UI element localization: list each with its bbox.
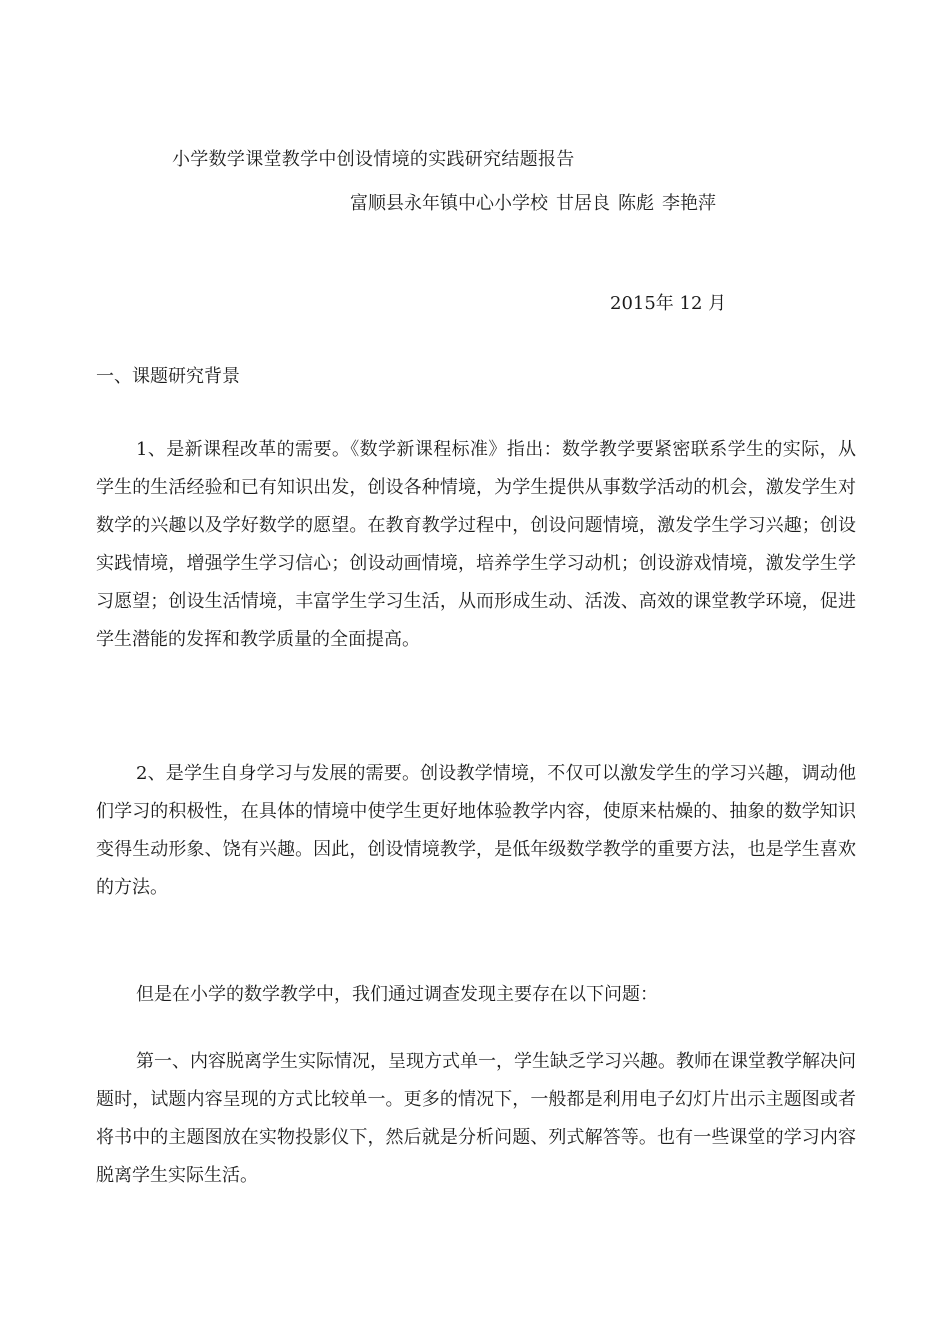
author-name: 甘居良 <box>556 193 610 214</box>
paragraph: 2、是学生自身学习与发展的需要。创设教学情境，不仅可以激发学生的学习兴趣，调动他们学习的积极性，在具体的情境中使学生更好地体验教学内容，使原来枯燥的、抽象的数学知识变得生动形象、饶有兴趣。因此，创设情境教学，是低年级数学教学的重要方法，也是学生喜欢的方法。 <box>96 763 856 898</box>
report-title: 小学数学课堂教学中创设情境的实践研究结题报告 <box>172 149 575 170</box>
author-name: 陈彪 <box>618 193 654 214</box>
author-name: 李艳萍 <box>662 193 716 214</box>
report-date: 2015年 12 月 <box>610 293 727 314</box>
section-heading: 一、课题研究背景 <box>96 366 240 387</box>
school-name: 富顺县永年镇中心小学校 <box>350 193 548 214</box>
author-line <box>350 190 724 218</box>
paragraph: 1、是新课程改革的需要。《数学新课程标准》指出：数学教学要紧密联系学生的实际，从学生的生活经验和已有知识出发，创设各种情境，为学生提供从事数学活动的机会，激发学生对数学的兴趣以及学好数学的愿望。在教育教学过程中，创设问题情境，激发学生学习兴趣；创设实践情境，增强学生学习信心；创设动画情境，培养学生学习动机；创设游戏情境，激发学生学习愿望；创设生活情境，丰富学生学习生活，从而形成生动、活泼、高效的课堂教学环境，促进学生潜能的发挥和教学质量的全面提高。 <box>96 439 856 650</box>
paragraph: 第一、内容脱离学生实际情况，呈现方式单一，学生缺乏学习兴趣。教师在课堂教学解决问题时，试题内容呈现的方式比较单一。更多的情况下，一般都是利用电子幻灯片出示主题图或者将书中的主题图放在实物投影仪下，然后就是分析问题、列式解答等。也有一些课堂的学习内容脱离学生实际生活。 <box>96 1051 856 1186</box>
paragraph: 但是在小学的数学教学中，我们通过调查发现主要存在以下问题： <box>136 984 658 1005</box>
